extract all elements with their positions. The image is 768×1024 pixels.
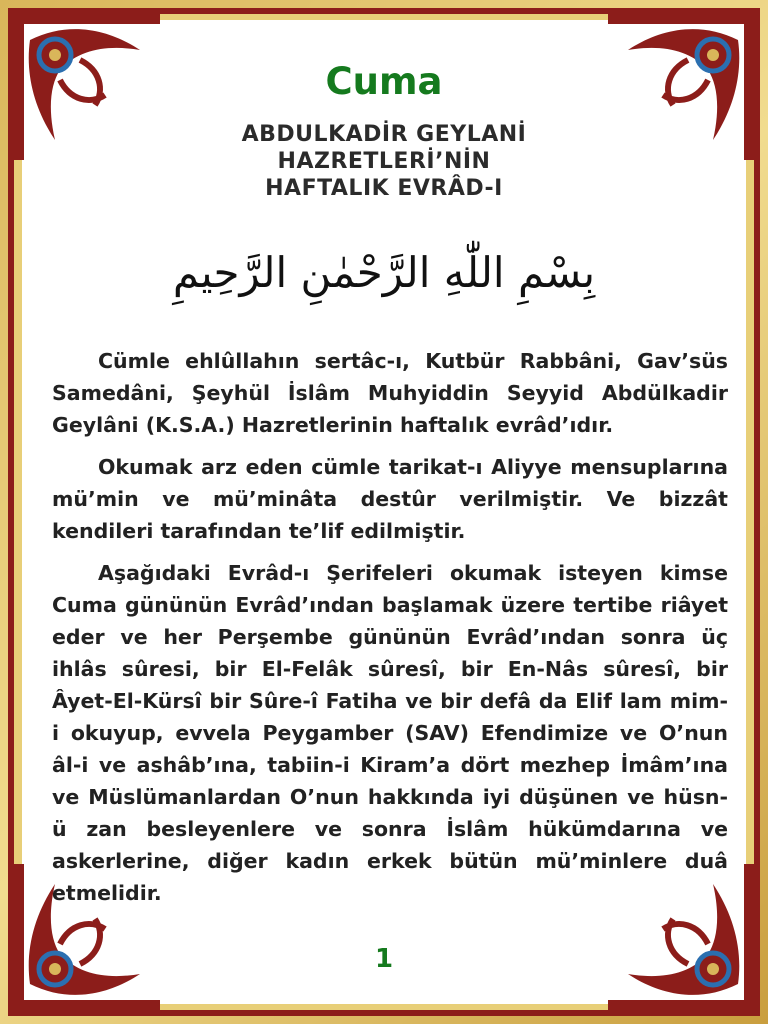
body-text [52, 345, 728, 919]
subtitle-line-1: ABDULKADİR GEYLANİ [241, 122, 527, 147]
paragraph-2: Okumak arz eden cümle tarikat-ı Aliyye mensuplarına mü’min ve mü’minâta destûr verilmiştir. Ve bizzât kendileri tarafından te’lif edilmiştir. [52, 455, 728, 543]
subtitle-line-2: HAZRETLERİ’NİN [277, 149, 491, 174]
subtitle [0, 121, 768, 202]
page-title: Cuma [325, 60, 443, 103]
paragraph-3: Aşağıdaki Evrâd-ı Şerifeleri okumak isteyen kimse Cuma gününün Evrâd’ından başlamak üzere tertibe riâyet eder ve her Perşembe gününün Evrâd’ından sonra üç ihlâs sûresi, bir El-Felâk sûresî, bir En-Nâs sûresî, bir Âyet-El-Kürsî bir Sûre-î Fatiha ve bir defâ da Elif lam mim-i okuyup, evvela Peygamber (SAV) Efendimize ve O’nun âl-i ve ashâb’ına, tabiin-i Kiram’a dört mezhep İmâm’ına ve Müslümanlardan O’nun hakkında iyi düşünen ve hüsn-ü zan besleyenlere ve sonra İslâm hükümdarına ve askerlerine, diğer kadın erkek bütün mü’minlere duâ etmelidir. [52, 561, 728, 905]
page-number: 1 [374, 944, 394, 974]
subtitle-line-3: HAFTALIK EVRÂD-I [265, 176, 503, 201]
paragraph-1: Cümle ehlûllahın sertâc-ı, Kutbür Rabbâni, Gav’süs Samedâni, Şeyhül İslâm Muhyiddin Seyyid Abdülkadir Geylâni (K.S.A.) Hazretlerinin haftalık evrâd’ıdır. [52, 349, 728, 437]
basmala-calligraphy: بِسْمِ اللّٰهِ الرَّحْمٰنِ الرَّحِيمِ [172, 248, 596, 297]
